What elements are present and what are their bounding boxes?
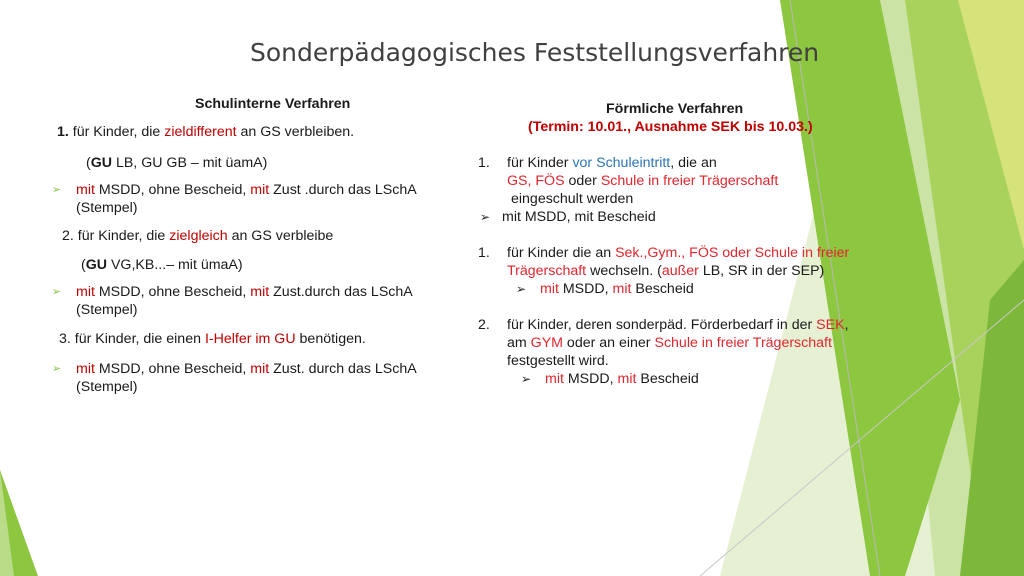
left-item-2-highlight: zielgleich (169, 228, 228, 244)
left-bullet-1-line2: (Stempel) (76, 200, 138, 216)
left-item-2-sub-bold: GU (85, 257, 108, 273)
left-item-1-number: 1. (57, 124, 69, 140)
left-bullet-1 (76, 181, 417, 199)
right-item-2-line2-a: Trägerschaft (507, 263, 587, 279)
left-bullet-3 (76, 360, 417, 378)
right-item-1-highlight: vor Schuleintritt (572, 155, 671, 171)
left-bullet-3-mit2: mit (250, 361, 270, 377)
left-item-1-pre: für Kinder, die (68, 124, 165, 140)
right-item-2-bullet (540, 280, 694, 298)
left-item-1-sub-rest: LB, GU GB – mit üamA) (112, 155, 268, 171)
bullet-arrow-icon: ➢ (516, 282, 527, 296)
right-item-1-bullet: mit MSDD, mit Bescheid (502, 209, 656, 225)
right-item-3-line2-c: oder an einer (562, 335, 655, 351)
left-item-2-pre: für Kinder, die (73, 228, 170, 244)
bullet-arrow-icon: ➢ (521, 372, 532, 386)
right-item-3-post: , (844, 317, 849, 333)
left-item-3-highlight: I-Helfer im GU (204, 331, 296, 347)
left-item-2-sub (81, 256, 243, 274)
left-bullet-3-mit: mit (76, 361, 95, 377)
right-item-3-bullet-mit: mit (545, 371, 564, 387)
right-item-3-number: 2. (478, 317, 490, 333)
right-item-3-highlight: SEK (816, 317, 845, 333)
left-item-1-sub-open: ( (86, 155, 91, 171)
left-item-1-sub-bold: GU (90, 155, 113, 171)
right-item-2-highlight: Sek.,Gym., FÖS oder Schule in freier (615, 245, 850, 261)
left-bullet-1-mit: mit (76, 182, 95, 198)
right-item-3-bullet-rest: Bescheid (636, 371, 699, 387)
left-bullet-2 (76, 283, 413, 301)
right-item-3-line2 (507, 334, 832, 352)
right-item-2-bullet-rest: Bescheid (631, 281, 694, 297)
bullet-arrow-icon: ➢ (52, 363, 62, 375)
right-item-3-bullet-mit2: mit (617, 371, 637, 387)
right-item-2 (507, 244, 849, 262)
left-heading: Schulinterne Verfahren (195, 96, 351, 112)
bullet-arrow-icon: ➢ (52, 286, 62, 298)
right-item-1 (507, 154, 717, 172)
right-item-2-pre: für Kinder die an (507, 245, 616, 261)
left-item-2-sub-open: ( (81, 257, 86, 273)
left-bullet-2-line2: (Stempel) (76, 302, 138, 318)
right-item-2-number: 1. (478, 245, 490, 261)
left-bullet-2-mit: mit (76, 284, 95, 300)
page-title: Sonderpädagogisches Feststellungsverfahren (250, 38, 820, 67)
right-item-3-pre: für Kinder, deren sonderpäd. Förderbedarf in der (507, 317, 817, 333)
right-item-1-line2-a: GS, FÖS (507, 173, 565, 189)
bullet-arrow-icon: ➢ (480, 210, 491, 224)
left-item-3-pre: für Kinder, die einen (70, 331, 205, 347)
right-item-3-bullet (545, 370, 699, 388)
right-item-1-line2 (507, 172, 778, 190)
right-item-3-line2-b: GYM (530, 335, 563, 351)
right-item-2-line2-d: LB, SR in der SEP) (698, 263, 825, 279)
left-bullet-1-rest: Zust .durch das LSchA (269, 182, 417, 198)
right-item-2-bullet-mit: mit (540, 281, 559, 297)
right-item-1-pre: für Kinder (507, 155, 573, 171)
left-item-1 (57, 123, 354, 141)
right-item-2-line2 (507, 262, 824, 280)
right-item-3-line3: festgestellt wird. (507, 353, 609, 369)
left-item-2-sub-rest: VG,KB...– mit ümaA) (107, 257, 243, 273)
right-item-2-line2-c: außer (661, 263, 699, 279)
bullet-arrow-icon: ➢ (52, 184, 62, 196)
left-bullet-1-mid: MSDD, ohne Bescheid, (94, 182, 251, 198)
left-item-1-post: an GS verbleiben. (236, 124, 355, 140)
left-item-1-sub (86, 154, 267, 172)
left-item-3-number: 3. (59, 331, 71, 347)
left-bullet-3-mid: MSDD, ohne Bescheid, (94, 361, 251, 377)
left-bullet-2-mid: MSDD, ohne Bescheid, (94, 284, 251, 300)
right-item-3 (507, 316, 849, 334)
right-item-2-bullet-mid: MSDD, (558, 281, 613, 297)
left-item-2-number: 2. (62, 228, 74, 244)
right-subheading: (Termin: 10.01., Ausnahme SEK bis 10.03.) (528, 119, 813, 135)
left-item-3 (59, 330, 366, 348)
right-item-1-line3: eingeschult werden (511, 191, 634, 207)
right-item-1-number: 1. (478, 155, 490, 171)
right-item-1-line2-c: Schule in freier Trägerschaft (600, 173, 779, 189)
right-item-1-post: , die an (670, 155, 717, 171)
right-item-3-line2-d: Schule in freier Trägerschaft (654, 335, 832, 351)
left-bullet-3-rest: Zust. durch das LSchA (269, 361, 417, 377)
left-bullet-1-mit2: mit (250, 182, 270, 198)
right-item-2-line2-b: wechseln. ( (586, 263, 662, 279)
right-item-2-bullet-mit2: mit (612, 281, 632, 297)
left-bullet-2-mit2: mit (250, 284, 270, 300)
left-bullet-3-line2: (Stempel) (76, 379, 138, 395)
left-item-3-post: benötigen. (295, 331, 366, 347)
left-bullet-2-rest: Zust.durch das LSchA (269, 284, 413, 300)
right-item-3-line2-a: am (507, 335, 531, 351)
left-item-1-highlight: zieldifferent (164, 124, 237, 140)
right-heading: Förmliche Verfahren (606, 101, 744, 117)
right-item-1-line2-b: oder (564, 173, 601, 189)
right-item-3-bullet-mid: MSDD, (563, 371, 618, 387)
left-item-2-post: an GS verbleibe (227, 228, 334, 244)
left-item-2 (62, 227, 333, 245)
